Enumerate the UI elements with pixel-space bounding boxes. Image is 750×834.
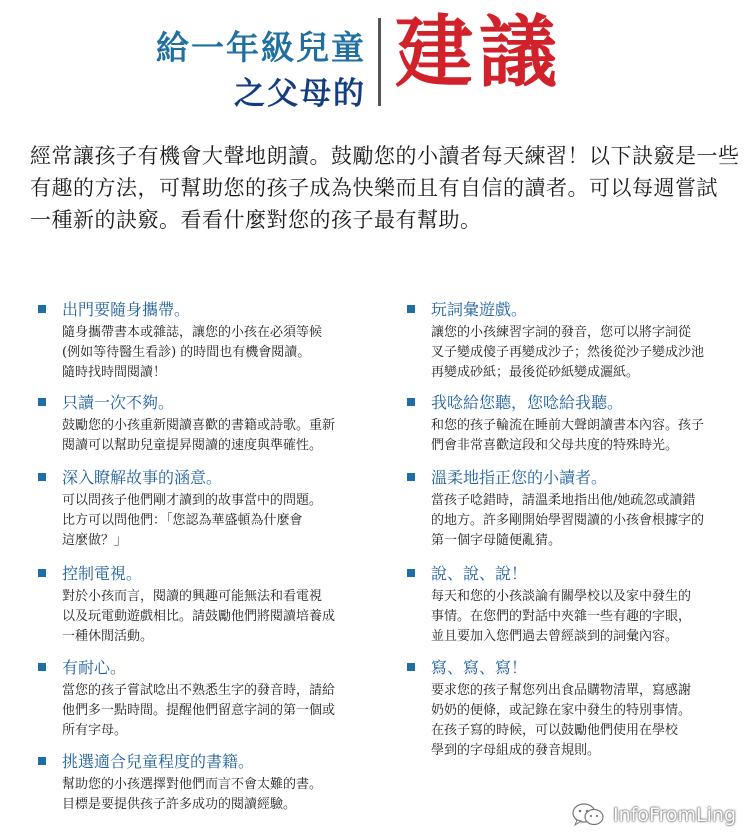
bullet-square-icon (407, 663, 415, 671)
title-header (0, 0, 750, 125)
bullet-square-icon (407, 569, 415, 577)
title-line-2: 之父母的 (234, 76, 366, 112)
bullet-square-icon (38, 663, 46, 671)
tip-body: 幫助您的小孩選擇對他們而言不會太難的書。 目標是要提供孩子許多成功的閱讀經驗。 (62, 777, 323, 812)
bullet-square-icon (38, 569, 46, 577)
bullet-square-icon (38, 473, 46, 481)
bullet-square-icon (38, 305, 46, 313)
tip-word-games (407, 297, 737, 383)
watermark-text: InfoFromLing (613, 804, 736, 826)
bullet-square-icon (407, 473, 415, 481)
tip-title: 只讀一次不夠。 (38, 390, 368, 416)
tip-talk (407, 561, 737, 647)
tip-body: 鼓勵您的小孩重新閱讀喜歡的書籍或詩歌。重新 閱讀可以幫助兒童提昇閱讀的速度與準確性。 (62, 418, 336, 453)
tip-body: 和您的孩子輪流在睡前大聲朗讀書本內容。孩子 們會非常喜歡這段和父母共度的特殊時光。 (431, 418, 705, 453)
tip-title: 有耐心。 (38, 655, 368, 681)
tip-body: 要求您的孩子幫您列出食品購物清單，寫感謝 奶奶的便條，或記錄在家中發生的特別事情。 在孩子寫的時候，可以鼓勵他們使用在學校 學到的字母組成的發音規則。 (431, 683, 692, 758)
watermark (571, 802, 736, 828)
tip-body: 可以問孩子他們剛才讀到的故事當中的問題。 比方可以問他們：「您認為華盛頓為什麼會 這麼做？」 (62, 493, 323, 548)
tip-title: 溫柔地指正您的小讀者。 (407, 465, 737, 491)
wechat-icon (571, 802, 605, 828)
tip-title: 挑選適合兒童程度的書籍。 (38, 749, 368, 775)
tip-patience (38, 655, 368, 741)
bullet-square-icon (38, 398, 46, 406)
bullet-square-icon (407, 398, 415, 406)
tip-write (407, 655, 737, 761)
tip-read-together (407, 390, 737, 456)
tip-title: 我唸給您聽，您唸給我聽。 (407, 390, 737, 416)
tip-control-tv (38, 561, 368, 647)
title-line-1: 給一年級兒童 (156, 28, 366, 67)
tip-body: 當您的孩子嘗試唸出不熟悉生字的發音時，請給 他們多一點時間。提醒他們留意字詞的第一個或 所有字母。 (62, 683, 336, 738)
intro-line: 經常讓孩子有機會大聲地朗讀。鼓勵您的小讀者每天練習！以下訣竅是一些 (30, 144, 740, 168)
tip-title: 出門要隨身攜帶。 (38, 297, 368, 323)
bullet-square-icon (407, 305, 415, 313)
tip-understand-story (38, 465, 368, 551)
tip-title: 深入瞭解故事的涵意。 (38, 465, 368, 491)
tip-body: 隨身攜帶書本或雜誌，讓您的小孩在必須等候 (例如等待醫生看診) 的時間也有機會閱讀。 隨時找時間閱讀！ (62, 325, 323, 380)
title-divider (378, 18, 381, 106)
tip-body: 對於小孩而言，閱讀的興趣可能無法和看電視 以及玩電動遊戲相比。請鼓勵他們將閱讀培養成 一種休閒活動。 (62, 589, 336, 644)
intro-line: 一種新的訣竅。看看什麼對您的孩子最有幫助。 (30, 208, 482, 232)
tip-take-along (38, 297, 368, 383)
tip-body: 每天和您的小孩談論有關學校以及家中發生的 事情。在您們的對話中夾雜一些有趣的字眼， 並且要加入您們過去曾經談到的詞彙內容。 (431, 589, 692, 644)
bullet-square-icon (38, 757, 46, 765)
intro-paragraph (30, 140, 740, 236)
tip-reread (38, 390, 368, 456)
tip-title: 寫、寫、寫！ (407, 655, 737, 681)
tip-choose-books (38, 749, 368, 815)
tip-title: 玩詞彙遊戲。 (407, 297, 737, 323)
intro-line: 有趣的方法，可幫助您的孩子成為快樂而且有自信的讀者。可以每週嘗試 (30, 176, 718, 200)
tip-body: 讓您的小孩練習字詞的發音，您可以將字詞從 叉子變成傻子再變成沙子；然後從沙子變成沙池 再變成砂紙；最後從砂紙變成灑紙。 (431, 325, 705, 380)
tip-gently-correct (407, 465, 737, 551)
title-big-text: 建議 (395, 8, 564, 98)
tip-body: 當孩子唸錯時，請溫柔地指出他/她疏忽或讀錯 的地方。許多剛開始學習閱讀的小孩會根據字的 第一個字母隨便亂猜。 (431, 493, 705, 548)
tip-title: 控制電視。 (38, 561, 368, 587)
tip-title: 說、說、說！ (407, 561, 737, 587)
